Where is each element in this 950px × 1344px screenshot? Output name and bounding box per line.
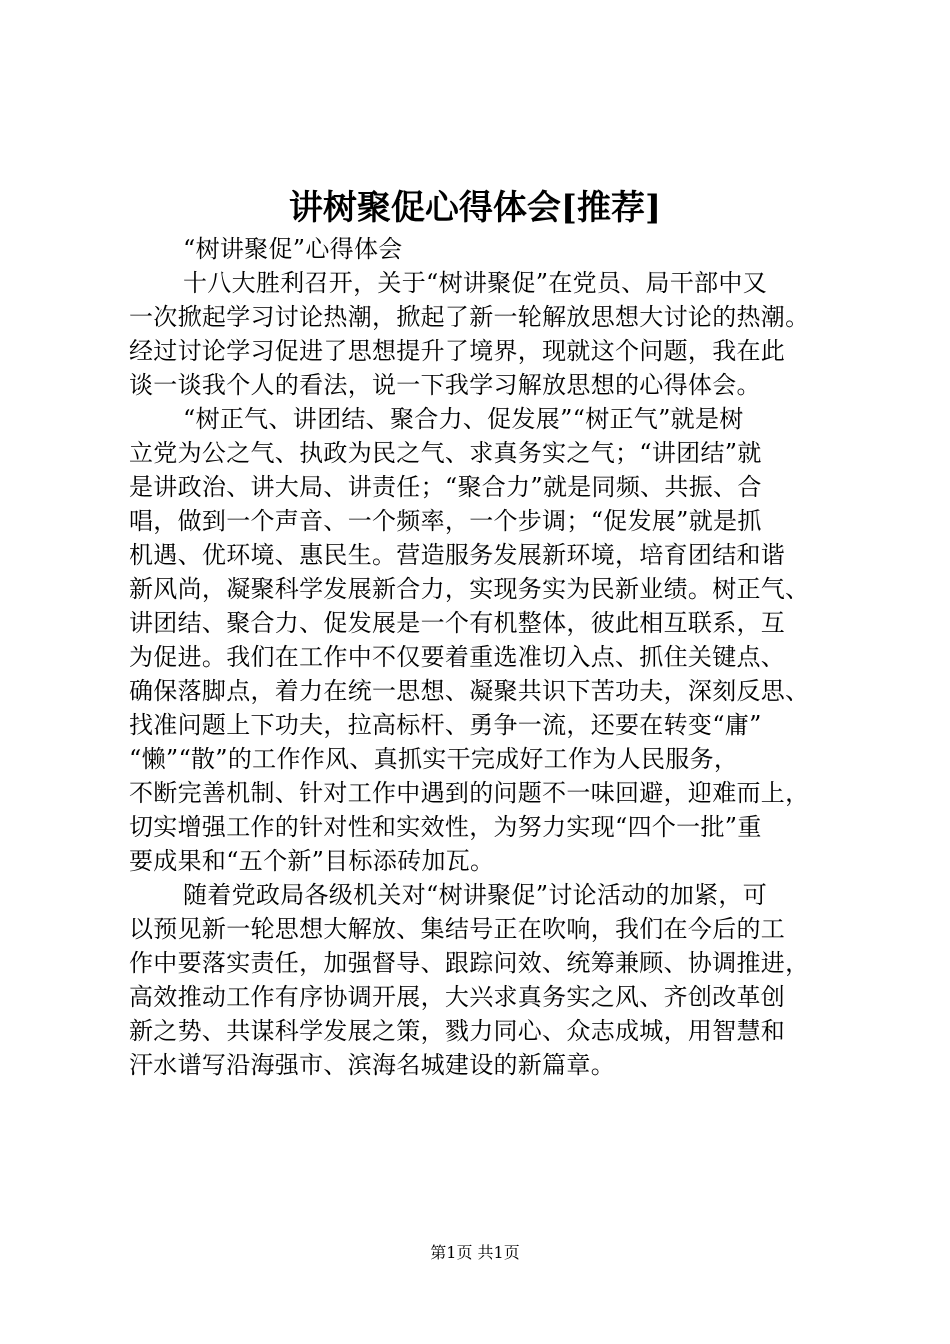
- paragraph-line: 立党为公之气、执政为民之气、求真务实之气；“讲团结”就: [129, 439, 762, 467]
- document-body: [129, 232, 829, 1082]
- paragraph-line: “懒”“散”的工作作风、真抓实干完成好工作为人民服务，: [129, 745, 739, 773]
- paragraph-line: 新之势、共谋科学发展之策，戮力同心、众志成城，用智慧和: [129, 1017, 786, 1045]
- paragraph-line: 以预见新一轮思想大解放、集结号正在吹响，我们在今后的工: [129, 915, 786, 943]
- paragraph-line: 唱，做到一个声音、一个频率，一个步调；“促发展”就是抓: [129, 507, 762, 535]
- paragraph-line: 十八大胜利召开，关于“树讲聚促”在党员、局干部中又: [183, 269, 768, 297]
- paragraph-line: 确保落脚点，着力在统一思想、凝聚共识下苦功夫，深刻反思、: [129, 677, 810, 705]
- paragraph-line: 讲团结、聚合力、促发展是一个有机整体，彼此相互联系，互: [129, 609, 786, 637]
- page-number-footer: 第1页 共1页: [430, 1243, 520, 1262]
- paragraph-line: 一次掀起学习讨论热潮，掀起了新一轮解放思想大讨论的热潮。: [129, 303, 810, 331]
- paragraph-line: 经过讨论学习促进了思想提升了境界，现就这个问题，我在此: [129, 337, 786, 365]
- paragraph-line: 要成果和“五个新”目标添砖加瓦。: [129, 847, 495, 875]
- document-title: 讲树聚促心得体会[推荐]: [288, 188, 662, 228]
- paragraph-line: 不断完善机制、针对工作中遇到的问题不一味回避，迎难而上，: [129, 779, 810, 807]
- paragraph-line: 切实增强工作的针对性和实效性，为努力实现“四个一批”重: [129, 813, 762, 841]
- paragraph-line: “树正气、讲团结、聚合力、促发展”“树正气”就是树: [183, 405, 744, 433]
- paragraph-line: 汗水谱写沿海强市、滨海名城建设的新篇章。: [129, 1051, 615, 1079]
- paragraph-line: 为促进。我们在工作中不仅要着重选准切入点、抓住关键点、: [129, 643, 786, 671]
- paragraph-line: 找准问题上下功夫，拉高标杆、勇争一流，还要在转变“庸”: [129, 711, 762, 739]
- subtitle-line: “树讲聚促”心得体会: [183, 235, 403, 263]
- paragraph-line: 谈一谈我个人的看法，说一下我学习解放思想的心得体会。: [129, 371, 761, 399]
- paragraph-line: 机遇、优环境、惠民生。营造服务发展新环境，培育团结和谐: [129, 541, 786, 569]
- paragraph-line: 作中要落实责任，加强督导、跟踪问效、统筹兼顾、协调推进，: [129, 949, 810, 977]
- paragraph-line: 是讲政治、讲大局、讲责任；“聚合力”就是同频、共振、合: [129, 473, 762, 501]
- paragraph-line: 随着党政局各级机关对“树讲聚促”讨论活动的加紧，可: [183, 881, 768, 909]
- paragraph-line: 高效推动工作有序协调开展，大兴求真务实之风、齐创改革创: [129, 983, 786, 1011]
- paragraph-line: 新风尚，凝聚科学发展新合力，实现务实为民新业绩。树正气、: [129, 575, 810, 603]
